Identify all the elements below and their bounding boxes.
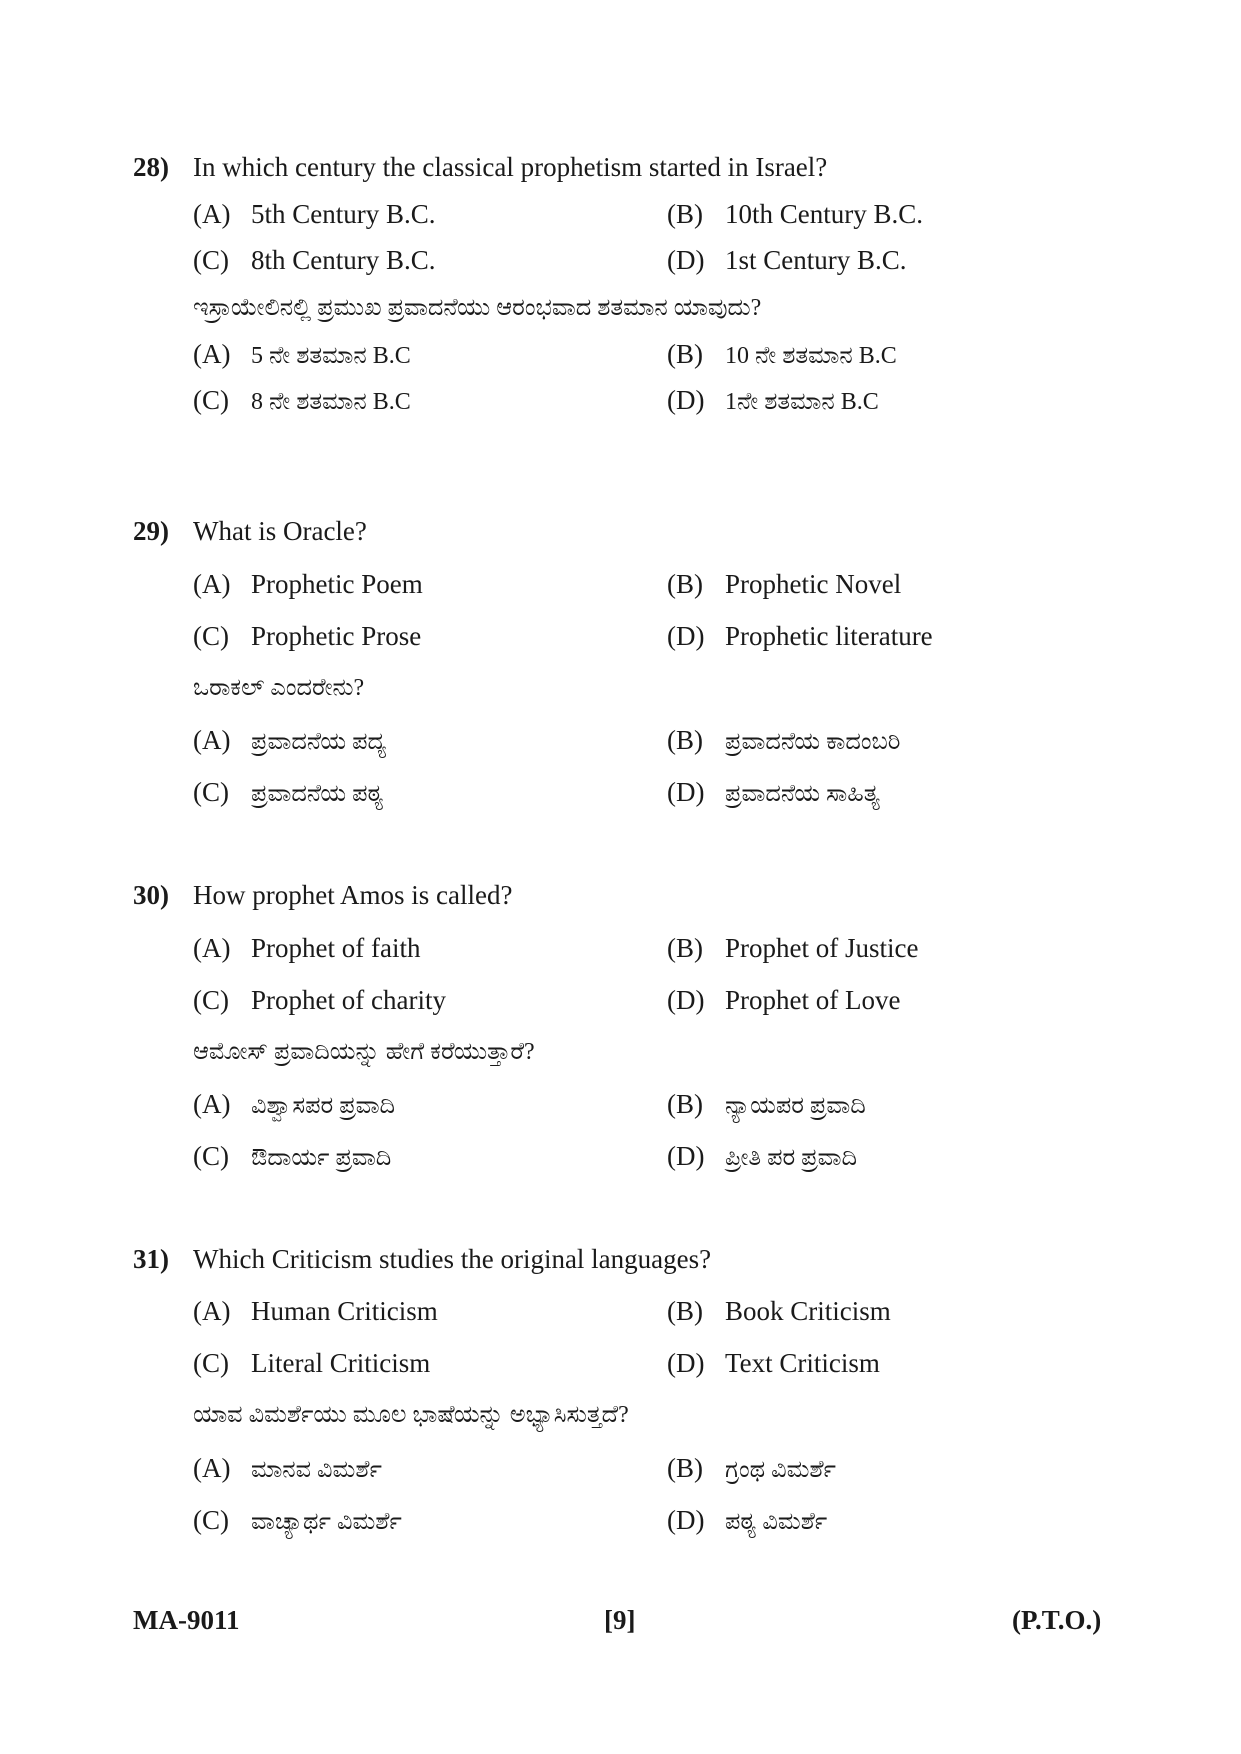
option-text: Literal Criticism [251, 1348, 431, 1378]
option-c-kannada [193, 1139, 391, 1175]
option-letter: (A) [193, 569, 231, 599]
option-d-kannada [667, 383, 879, 419]
option-a-kannada [193, 723, 386, 759]
question-number: 31) [133, 1244, 169, 1274]
question-stem [133, 1242, 711, 1276]
option-c-english [193, 243, 436, 277]
option-letter: (B) [667, 569, 703, 599]
option-c-english [193, 983, 446, 1017]
option-b-english [667, 931, 918, 965]
option-a-english [193, 931, 420, 965]
option-d-english [667, 243, 907, 277]
option-a-english [193, 1294, 438, 1328]
question-text-kannada: ಇಸ್ರಾಯೇಲಿನಲ್ಲಿ ಪ್ರಮುಖ ಪ್ರವಾದನೆಯು ಆರಂಭವಾದ ಶತಮಾನ ಯಾವುದು? [193, 295, 762, 321]
option-letter: (D) [667, 621, 705, 651]
question-text-english: Which Criticism studies the original languages? [193, 1244, 712, 1274]
option-b-kannada [667, 1451, 836, 1487]
option-text: 5th Century B.C. [251, 199, 436, 229]
option-text: Prophet of faith [251, 933, 421, 963]
option-text: ನ್ಯಾಯಪರ ಪ್ರವಾದಿ [725, 1093, 866, 1119]
option-text: 5 ನೇ ಶತಮಾನ B.C [251, 343, 411, 369]
option-b-kannada [667, 723, 900, 759]
option-text: 8 ನೇ ಶತಮಾನ B.C [251, 389, 411, 415]
option-letter: (B) [667, 1453, 703, 1483]
question-number: 29) [133, 516, 169, 546]
question-text-kannada: ಯಾವ ವಿಮರ್ಶೆಯು ಮೂಲ ಭಾಷೆಯನ್ನು ಅಭ್ಯಾಸಿಸುತ್ತದೆ? [193, 1402, 629, 1428]
option-text: ವಾಚ್ಯಾರ್ಥ ವಿಮರ್ಶೆ [251, 1509, 402, 1535]
option-text: Prophet of Justice [725, 933, 919, 963]
question-stem [133, 514, 367, 548]
option-c-kannada [193, 1503, 402, 1539]
option-b-english [667, 567, 901, 601]
option-text: Prophetic Novel [725, 569, 902, 599]
option-text: 10 ನೇ ಶತಮಾನ B.C [725, 343, 897, 369]
option-text: Text Criticism [725, 1348, 880, 1378]
option-text: 1st Century B.C. [725, 245, 907, 275]
option-text: ಪ್ರವಾದನೆಯ ಸಾಹಿತ್ಯ [725, 781, 880, 807]
option-text: Human Criticism [251, 1296, 438, 1326]
option-d-kannada [667, 1503, 827, 1539]
option-letter: (C) [193, 1505, 229, 1535]
please-turn-over: (P.T.O.) [1012, 1605, 1102, 1635]
option-b-kannada [667, 1087, 866, 1123]
option-letter: (C) [193, 245, 229, 275]
option-text: Prophetic Prose [251, 621, 422, 651]
paper-code: MA-9011 [133, 1605, 240, 1635]
option-c-kannada [193, 383, 411, 419]
option-text: ಮಾನವ ವಿಮರ್ಶೆ [251, 1457, 382, 1483]
option-letter: (C) [193, 621, 229, 651]
question-stem [133, 150, 827, 184]
option-text: ಗ್ರಂಥ ವಿಮರ್ಶೆ [725, 1457, 836, 1483]
option-letter: (A) [193, 1296, 231, 1326]
option-a-english [193, 197, 436, 231]
option-text: ಪ್ರವಾದನೆಯ ಪಠ್ಯ [251, 781, 384, 807]
question-stem [133, 878, 512, 912]
option-text: ಪ್ರವಾದನೆಯ ಕಾದಂಬರಿ [725, 729, 901, 755]
question-number: 28) [133, 152, 169, 182]
option-letter: (D) [667, 1348, 705, 1378]
option-text: 8th Century B.C. [251, 245, 436, 275]
option-letter: (B) [667, 199, 703, 229]
option-text: ಪ್ರವಾದನೆಯ ಪದ್ಯ [251, 729, 387, 755]
option-letter: (D) [667, 245, 705, 275]
option-c-kannada [193, 775, 383, 811]
option-c-english [193, 1346, 430, 1380]
option-letter: (A) [193, 933, 231, 963]
question-text-english: In which century the classical prophetism started in Israel? [193, 152, 828, 182]
question-text-english: How prophet Amos is called? [193, 880, 513, 910]
option-letter: (D) [667, 385, 705, 415]
option-letter: (C) [193, 777, 229, 807]
option-c-english [193, 619, 421, 653]
option-text: ಪ್ರೀತಿ ಪರ ಪ್ರವಾದಿ [725, 1145, 857, 1171]
option-letter: (C) [193, 1141, 229, 1171]
option-d-kannada [667, 775, 880, 811]
option-text: ಔದಾರ್ಯ ಪ್ರವಾದಿ [251, 1145, 392, 1171]
option-a-english [193, 567, 423, 601]
option-letter: (B) [667, 725, 703, 755]
option-letter: (A) [193, 1453, 231, 1483]
option-letter: (D) [667, 985, 705, 1015]
question-text-kannada: ಒರಾಕಲ್ ಎಂದರೇನು? [193, 675, 365, 701]
option-a-kannada [193, 337, 411, 373]
question-text-kannada: ಆಮೋಸ್ ಪ್ರವಾದಿಯನ್ನು ಹೇಗೆ ಕರೆಯುತ್ತಾರೆ? [193, 1039, 535, 1065]
option-text: 10th Century B.C. [725, 199, 924, 229]
option-a-kannada [193, 1451, 382, 1487]
option-d-english [667, 1346, 880, 1380]
option-letter: (B) [667, 1089, 703, 1119]
option-b-kannada [667, 337, 897, 373]
question-number: 30) [133, 880, 169, 910]
option-text: Prophetic literature [725, 621, 933, 651]
option-d-kannada [667, 1139, 857, 1175]
option-letter: (B) [667, 339, 703, 369]
question-text-english: What is Oracle? [193, 516, 367, 546]
option-a-kannada [193, 1087, 395, 1123]
option-text: ಪಠ್ಯ ವಿಮರ್ಶೆ [725, 1509, 828, 1535]
option-text: Book Criticism [725, 1296, 891, 1326]
option-b-english [667, 1294, 891, 1328]
option-letter: (C) [193, 1348, 229, 1378]
page-number: [9] [604, 1605, 636, 1635]
option-letter: (D) [667, 777, 705, 807]
option-d-english [667, 983, 900, 1017]
option-b-english [667, 197, 923, 231]
option-text: 1ನೇ ಶತಮಾನ B.C [725, 389, 879, 415]
option-letter: (A) [193, 1089, 231, 1119]
option-letter: (A) [193, 725, 231, 755]
option-letter: (A) [193, 199, 231, 229]
option-letter: (C) [193, 985, 229, 1015]
option-text: ವಿಶ್ವಾಸಪರ ಪ್ರವಾದಿ [251, 1093, 396, 1119]
option-letter: (C) [193, 385, 229, 415]
option-letter: (B) [667, 1296, 703, 1326]
option-letter: (D) [667, 1505, 705, 1535]
option-text: Prophet of charity [251, 985, 446, 1015]
option-d-english [667, 619, 933, 653]
option-text: Prophet of Love [725, 985, 901, 1015]
option-text: Prophetic Poem [251, 569, 423, 599]
option-letter: (B) [667, 933, 703, 963]
option-letter: (A) [193, 339, 231, 369]
option-letter: (D) [667, 1141, 705, 1171]
